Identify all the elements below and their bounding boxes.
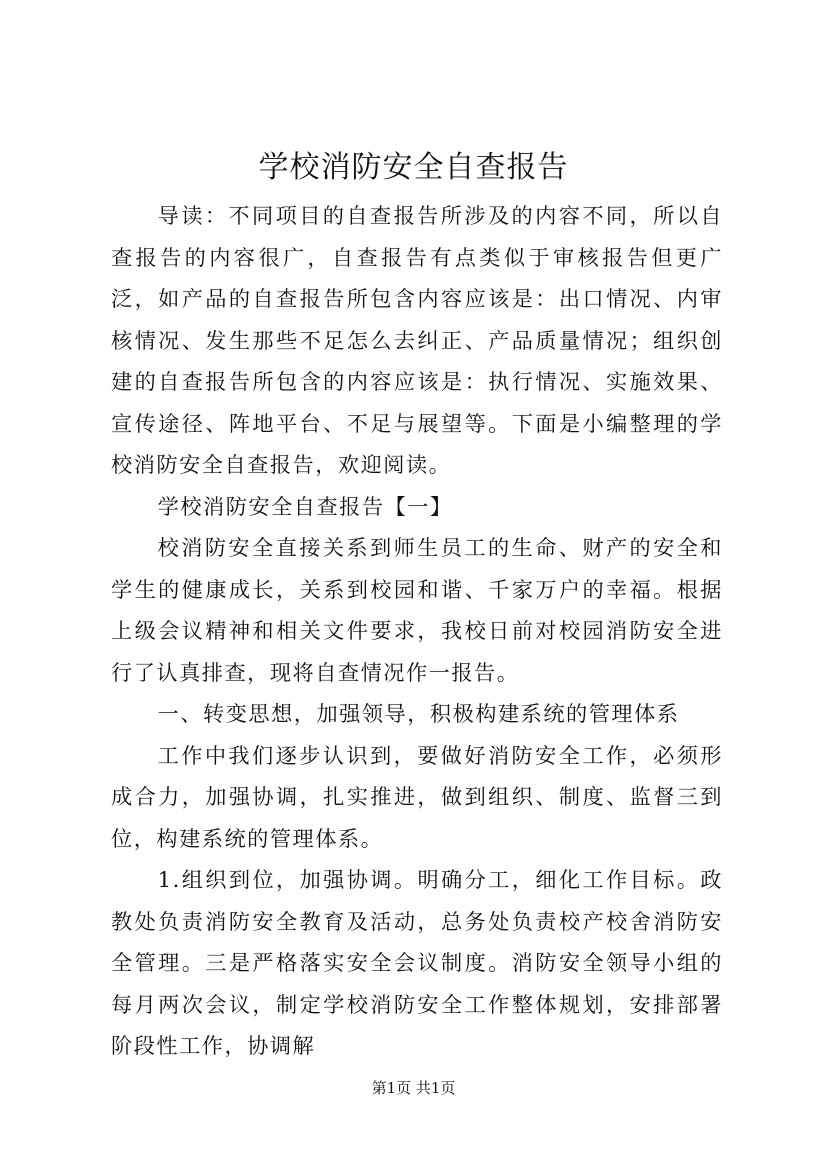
- body-paragraph: 校消防安全直接关系到师生员工的生命、财产的安全和学生的健康成长，关系到校园和谐、千家万户的幸福。根据上级会议精神和相关文件要求，我校日前对校园消防安全进行了认真排查，现将自查情况作一报告。: [111, 535, 723, 685]
- section-heading-one: 学校消防安全自查报告【一】: [157, 493, 453, 519]
- body-paragraph: 1.组织到位，加强协调。明确分工，细化工作目标。政教处负责消防安全教育及活动，总务处负责校产校舍消防安全管理。三是严格落实安全会议制度。消防安全领导小组的每月两次会议，制定学校消防安全工作整体规划，安排部署阶段性工作，协调解: [111, 867, 723, 1058]
- body-paragraph: 工作中我们逐步认识到，要做好消防安全工作，必须形成合力，加强协调，扎实推进，做到组织、制度、监督三到位，构建系统的管理体系。: [111, 742, 723, 851]
- document-title: 学校消防安全自查报告: [258, 150, 569, 185]
- page-footer: 第1页 共1页: [371, 1079, 456, 1097]
- document-body: [111, 195, 723, 1067]
- intro-paragraph: 导读：不同项目的自查报告所涉及的内容不同，所以自查报告的内容很广，自查报告有点类似于审核报告但更广泛，如产品的自查报告所包含内容应该是：出口情况、内审核情况、发生那些不足怎么去纠正、产品质量情况；组织创建的自查报告所包含的内容应该是：执行情况、实施效果、宣传途径、阵地平台、不足与展望等。下面是小编整理的学校消防安全自查报告，欢迎阅读。: [111, 203, 723, 477]
- subsection-heading: 一、转变思想，加强领导，积极构建系统的管理体系: [157, 701, 680, 726]
